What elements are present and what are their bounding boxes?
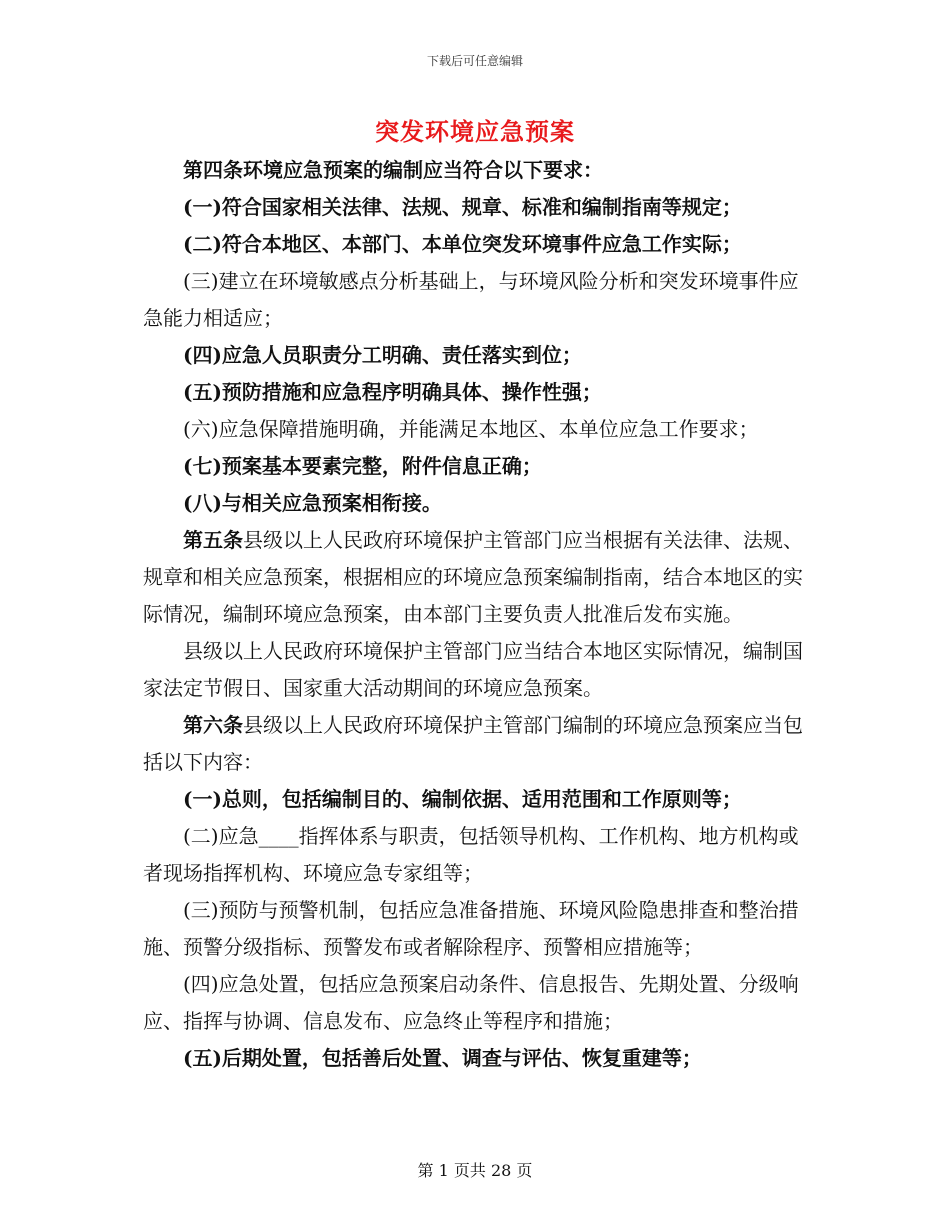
paragraph: (五)后期处置，包括善后处置、调查与评估、恢复重建等； bbox=[183, 1046, 702, 1070]
article-text: 县级以上人民政府环境保护主管部门编制的环境应急预案应当包括以下内容： bbox=[143, 713, 803, 774]
header-note: 下载后可任意编辑 bbox=[426, 54, 523, 68]
paragraph: (二)符合本地区、本部门、本单位突发环境事件应急工作实际； bbox=[183, 232, 742, 256]
paragraph-article-5 bbox=[143, 522, 807, 633]
paragraph: (三)建立在环境敏感点分析基础上，与环境风险分析和突发环境事件应急能力相适应； bbox=[143, 269, 799, 330]
page-footer: 第 1 页共 28 页 bbox=[417, 1161, 533, 1180]
paragraph-article-6 bbox=[143, 707, 807, 781]
paragraph: (一)符合国家相关法律、法规、规章、标准和编制指南等规定； bbox=[183, 195, 742, 219]
article-lead: 第六条 bbox=[183, 713, 243, 737]
paragraph: (三)预防与预警机制，包括应急准备措施、环境风险隐患排查和整治措施、预警分级指标、预警发布或者解除程序、预警相应措施等； bbox=[143, 898, 799, 959]
paragraph: (四)应急人员职责分工明确、责任落实到位； bbox=[183, 343, 582, 367]
paragraph: (八)与相关应急预案相衔接。 bbox=[183, 491, 442, 515]
paragraph: (六)应急保障措施明确，并能满足本地区、本单位应急工作要求； bbox=[183, 417, 759, 441]
paragraph: 第四条环境应急预案的编制应当符合以下要求： bbox=[183, 158, 603, 182]
paragraph: 县级以上人民政府环境保护主管部门应当结合本地区实际情况，编制国家法定节假日、国家重大活动期间的环境应急预案。 bbox=[143, 639, 803, 700]
paragraph: (二)应急____指挥体系与职责，包括领导机构、工作机构、地方机构或者现场指挥机构、环境应急专家组等； bbox=[143, 824, 799, 885]
paragraph: (四)应急处置，包括应急预案启动条件、信息报告、先期处置、分级响应、指挥与协调、信息发布、应急终止等程序和措施； bbox=[143, 972, 799, 1033]
paragraph: (一)总则，包括编制目的、编制依据、适用范围和工作原则等； bbox=[183, 787, 742, 811]
paragraph: (七)预案基本要素完整，附件信息正确； bbox=[183, 454, 542, 478]
document-title: 突发环境应急预案 bbox=[375, 117, 575, 146]
article-text: 县级以上人民政府环境保护主管部门应当根据有关法律、法规、规章和相关应急预案，根据相应的环境应急预案编制指南，结合本地区的实际情况，编制环境应急预案，由本部门主要负责人批准后发布实施。 bbox=[143, 528, 803, 626]
document-body bbox=[143, 152, 807, 1077]
article-lead: 第五条 bbox=[183, 528, 243, 552]
paragraph: (五)预防措施和应急程序明确具体、操作性强； bbox=[183, 380, 602, 404]
